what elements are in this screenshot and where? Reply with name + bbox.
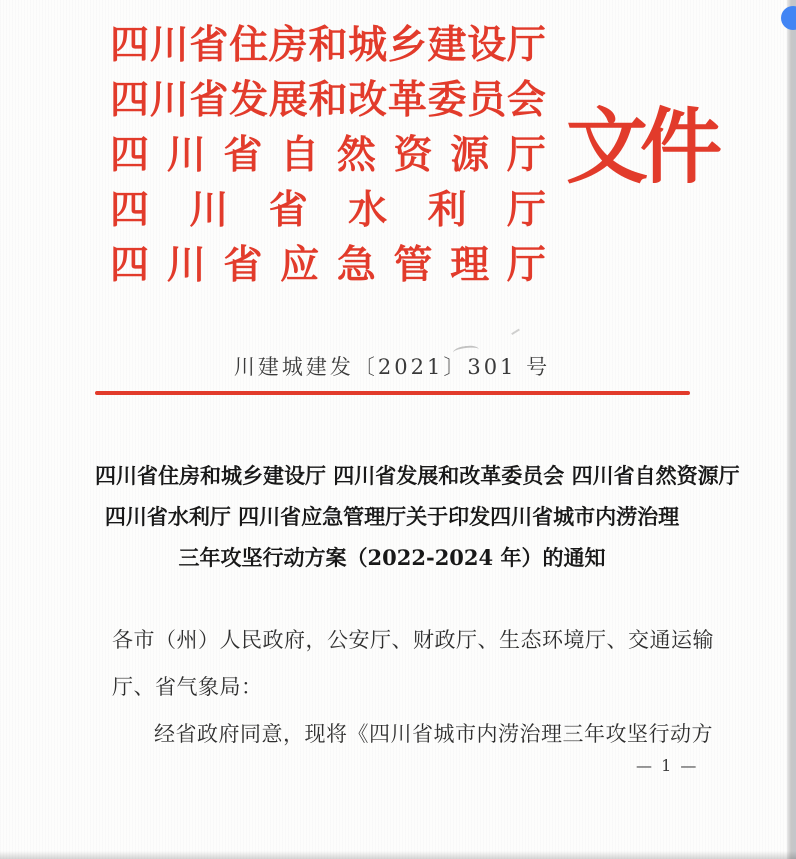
title-line: 三年攻坚行动方案（2022-2024 年）的通知 [178, 545, 606, 570]
page-bottom-shadow [0, 851, 796, 859]
title-line: 四川省水利厅 四川省应急管理厅关于印发四川省城市内涝治理 [104, 504, 680, 529]
letterhead-agency-list [110, 14, 546, 289]
red-divider-line [95, 391, 690, 395]
body-paragraph-line: 经省政府同意，现将《四川省城市内涝治理三年攻坚行动方 [154, 722, 713, 746]
document-number: 川建城建发〔2021〕301 号 [233, 355, 551, 379]
title-line: 四川省住房和城乡建设厅 四川省发展和改革委员会 四川省自然资源厅 [95, 463, 740, 488]
agency-line-housing: 四 川 省 住 房 和 城 乡 建 设 厅 [110, 21, 546, 68]
document-body [112, 617, 714, 758]
agency-line-emergency-management: 四 川 省 应 急 管 理 厅 [110, 241, 546, 288]
salutation-line: 各市（州）人民政府，公安厅、财政厅、生态环境厅、交通运输 [112, 628, 714, 652]
agency-line-water-resources: 四 川 省 水 利 厅 [110, 186, 546, 233]
scan-edge-strip [787, 0, 796, 859]
document-word: 文件 [566, 99, 715, 195]
agency-line-natural-resources: 四 川 省 自 然 资 源 厅 [110, 131, 546, 178]
salutation-line: 厅、省气象局： [112, 675, 263, 699]
document-title [95, 455, 740, 578]
page-number: — 1 — [636, 756, 699, 775]
blue-circle-button[interactable] [781, 6, 796, 30]
agency-line-development-reform: 四 川 省 发 展 和 改 革 委 员 会 [110, 76, 546, 123]
